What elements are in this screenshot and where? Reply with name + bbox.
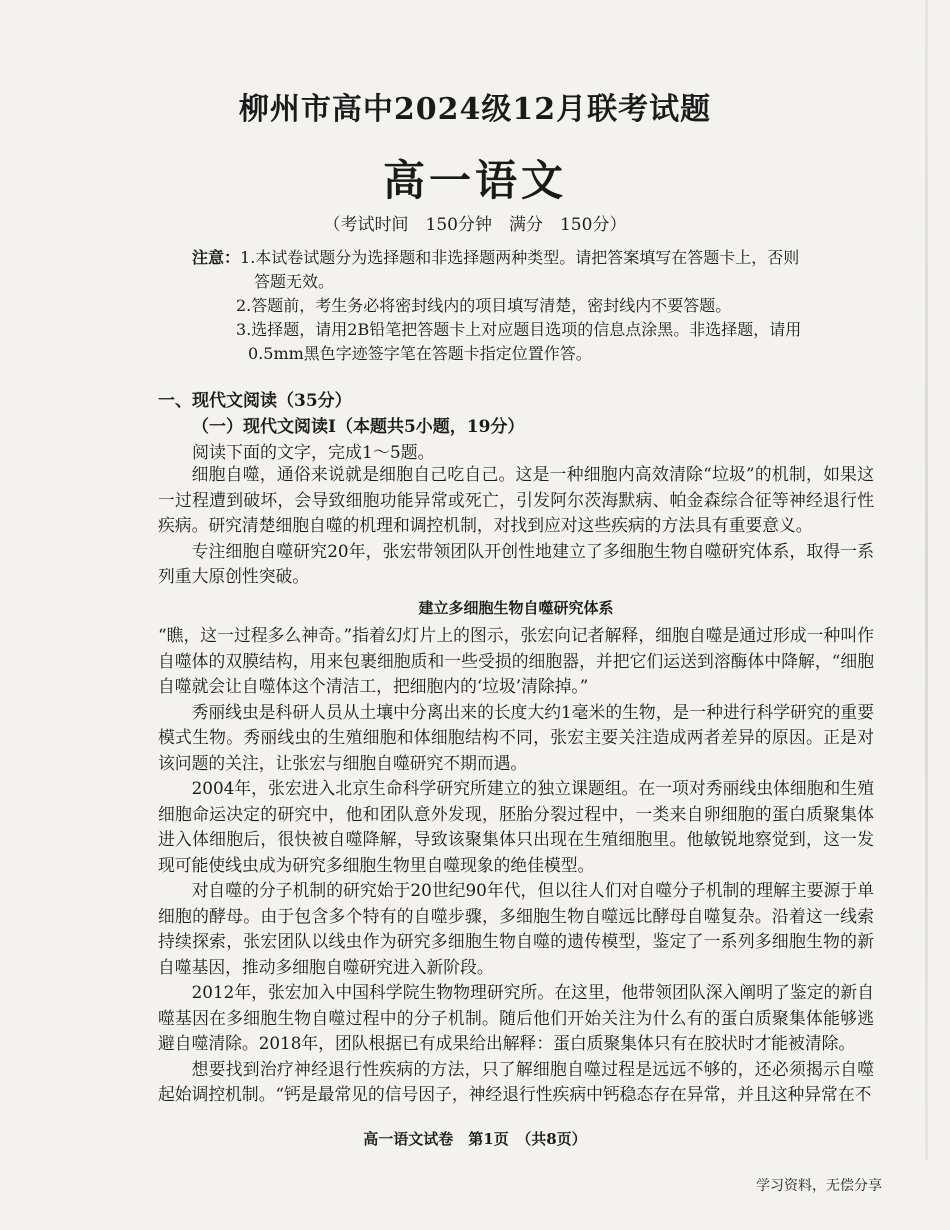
section-subheading: （一）现代文阅读Ⅰ（本题共5小题，19分）: [192, 417, 525, 437]
share-watermark: 学习资料，无偿分享: [756, 1178, 882, 1194]
article-paragraph: 2012年，张宏加入中国科学院生物物理研究所。在这里，他带领团队深入阐明了鉴定的新自噬基因在多细胞生物自噬过程中的分子机制。随后他们开始关注为什么有的蛋白质聚集体能够逃避自噬清除。2018年，团队根据已有成果给出解释：蛋白质聚集体只有在胶状时才能被清除。: [158, 982, 874, 1053]
notice-row-2: [192, 294, 842, 318]
article-paragraph: 秀丽线虫是科研人员从土壤中分离出来的长度大约1毫米的生物，是一种进行科学研究的重要模式生物。秀丽线虫的生殖细胞和体细胞结构不同，张宏主要关注造成两者差异的原因。正是对该问题的关注，让张宏与细胞自噬研究不期而遇。: [158, 701, 874, 773]
notice-row-3: [192, 318, 842, 342]
article-paragraph: 2004年，张宏进入北京生命科学研究所建立的独立课题组。在一项对秀丽线虫体细胞和生殖细胞命运决定的研究中，他和团队意外发现，胚胎分裂过程中，一类来自卵细胞的蛋白质聚集体进入体细胞后，很快被自噬降解，导致该聚集体只出现在生殖细胞里。他敏锐地察觉到，这一发现可能使线虫成为研究多细胞生物里自噬现象的绝佳模型。: [158, 778, 874, 875]
exam-title: 柳州市高中2024级12月联考试题: [238, 92, 712, 127]
notice-item-1: 1.本试卷试题分为选择题和非选择题两种类型。请把答案填写在答题卡上，否则: [240, 248, 800, 267]
section-heading: 一、现代文阅读（35分）: [158, 391, 352, 411]
subject-title: 高一语文: [382, 156, 567, 205]
notice-label: 注意：: [192, 248, 241, 267]
article-body: [158, 462, 874, 1108]
article-paragraph: 对自噬的分子机制的研究始于20世纪90年代，但以往人们对自噬分子机制的理解主要源于单细胞的酵母。由于包含多个特有的自噬步骤，多细胞生物自噬远比酵母自噬复杂。沿着这一线索持续探索，张宏团队以线虫作为研究多细胞生物自噬的遗传模型，鉴定了一系列多细胞生物的新自噬基因，推动多细胞自噬研究进入新阶段。: [158, 880, 874, 977]
notice-item-1-cont: 答题无效。: [254, 272, 335, 291]
notice-block: [192, 246, 842, 366]
notice-item-3-cont: 0.5mm黑色字迹签字笔在答题卡指定位置作答。: [248, 344, 592, 363]
exam-time-info: （考试时间 150分钟 满分 150分）: [323, 215, 627, 235]
article-paragraph: “瞧，这一过程多么神奇。”指着幻灯片上的图示，张宏向记者解释，细胞自噬是通过形成一种叫作自噬体的双膜结构，用来包裹细胞质和一些受损的细胞器，并把它们运送到溶酶体中降解，“细胞自噬就会让自噬体这个清洁工，把细胞内的‘垃圾’清除掉。”: [158, 625, 874, 696]
reading-instruction: 阅读下面的文字，完成1～5题。: [192, 443, 435, 463]
article-subtitle: 建立多细胞生物自噬研究体系: [418, 598, 614, 617]
article-paragraph: 想要找到治疗神经退行性疾病的方法，只了解细胞自噬过程是远远不够的，还必须揭示自噬起始调控机制。“钙是最常见的信号因子，神经退行性疾病中钙稳态存在异常，并且这种异常在不: [158, 1058, 874, 1104]
notice-row-1-cont: [192, 270, 842, 294]
notice-item-2: 2.答题前，考生务必将密封线内的项目填写清楚，密封线内不要答题。: [236, 296, 732, 315]
article-paragraph: 专注细胞自噬研究20年，张宏带领团队开创性地建立了多细胞生物自噬研究体系，取得一系列重大原创性突破。: [158, 540, 874, 586]
page-footer: 高一语文试卷 第1页 （共8页）: [363, 1130, 587, 1148]
notice-row-1: [192, 246, 842, 270]
notice-row-3-cont: [192, 342, 842, 366]
notice-item-3: 3.选择题，请用2B铅笔把答题卡上对应题目选项的信息点涂黑。非选择题，请用: [236, 320, 802, 339]
article-paragraph: 细胞自噬，通俗来说就是细胞自己吃自己。这是一种细胞内高效清除“垃圾”的机制，如果这一过程遭到破坏，会导致细胞功能异常或死亡，引发阿尔茨海默病、帕金森综合征等神经退行性疾病。研究清楚细胞自噬的机理和调控机制，对找到应对这些疾病的方法具有重要意义。: [158, 464, 874, 535]
